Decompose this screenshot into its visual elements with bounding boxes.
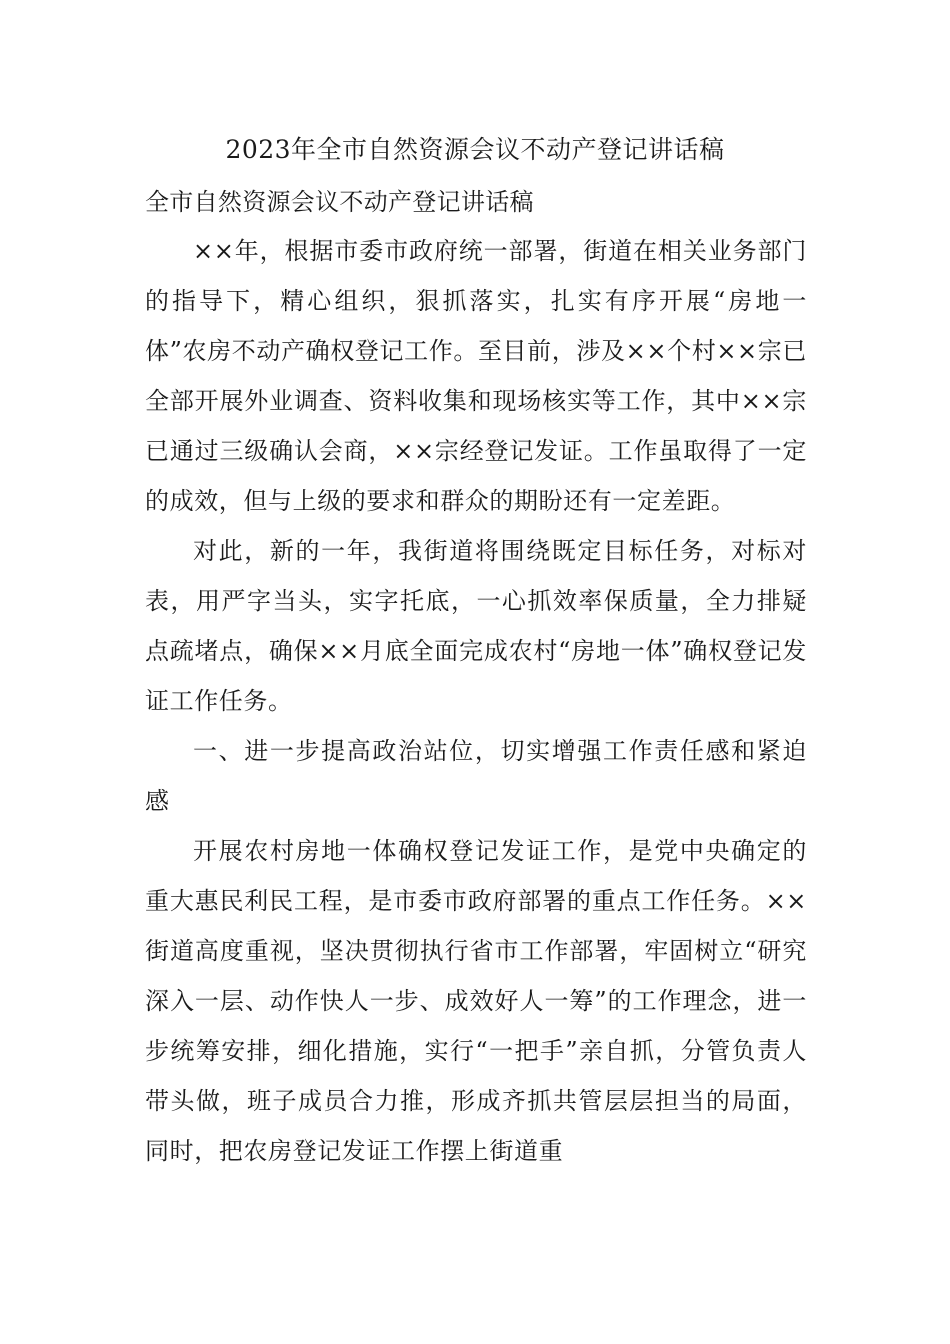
section-heading-1: 一、进一步提高政治站位，切实增强工作责任感和紧迫感 xyxy=(145,737,807,815)
paragraph-intro: ××年，根据市委市政府统一部署，街道在相关业务部门的指导下，精心组织，狠抓落实，扎实有序开展“房地一体”农房不动产确权登记工作。至目前，涉及××个村××宗已全部开展外业调查、资料收集和现场核实等工作，其中××宗已通过三级确认会商，××宗经登记发证。工作虽取得了一定的成效，但与上级的要求和群众的期盼还有一定差距。 xyxy=(145,237,807,515)
paragraph-section-1: 开展农村房地一体确权登记发证工作，是党中央确定的重大惠民利民工程，是市委市政府部署的重点工作任务。××街道高度重视，坚决贯彻执行省市工作部署，牢固树立“研究深入一层、动作快人一步、成效好人一筹”的工作理念，进一步统筹安排，细化措施，实行“一把手”亲自抓，分管负责人带头做，班子成员合力推，形成齐抓共管层层担当的局面，同时，把农房登记发证工作摆上街道重 xyxy=(145,837,807,1165)
paragraph-plan: 对此，新的一年，我街道将围绕既定目标任务，对标对表，用严字当头，实字托底，一心抓效率保质量，全力排疑点疏堵点，确保××月底全面完成农村“房地一体”确权登记发证工作任务。 xyxy=(145,537,807,715)
document-subtitle: 全市自然资源会议不动产登记讲话稿 xyxy=(145,188,534,216)
document-title: 2023年全市自然资源会议不动产登记讲话稿 xyxy=(225,135,725,164)
document-body xyxy=(145,226,807,1176)
